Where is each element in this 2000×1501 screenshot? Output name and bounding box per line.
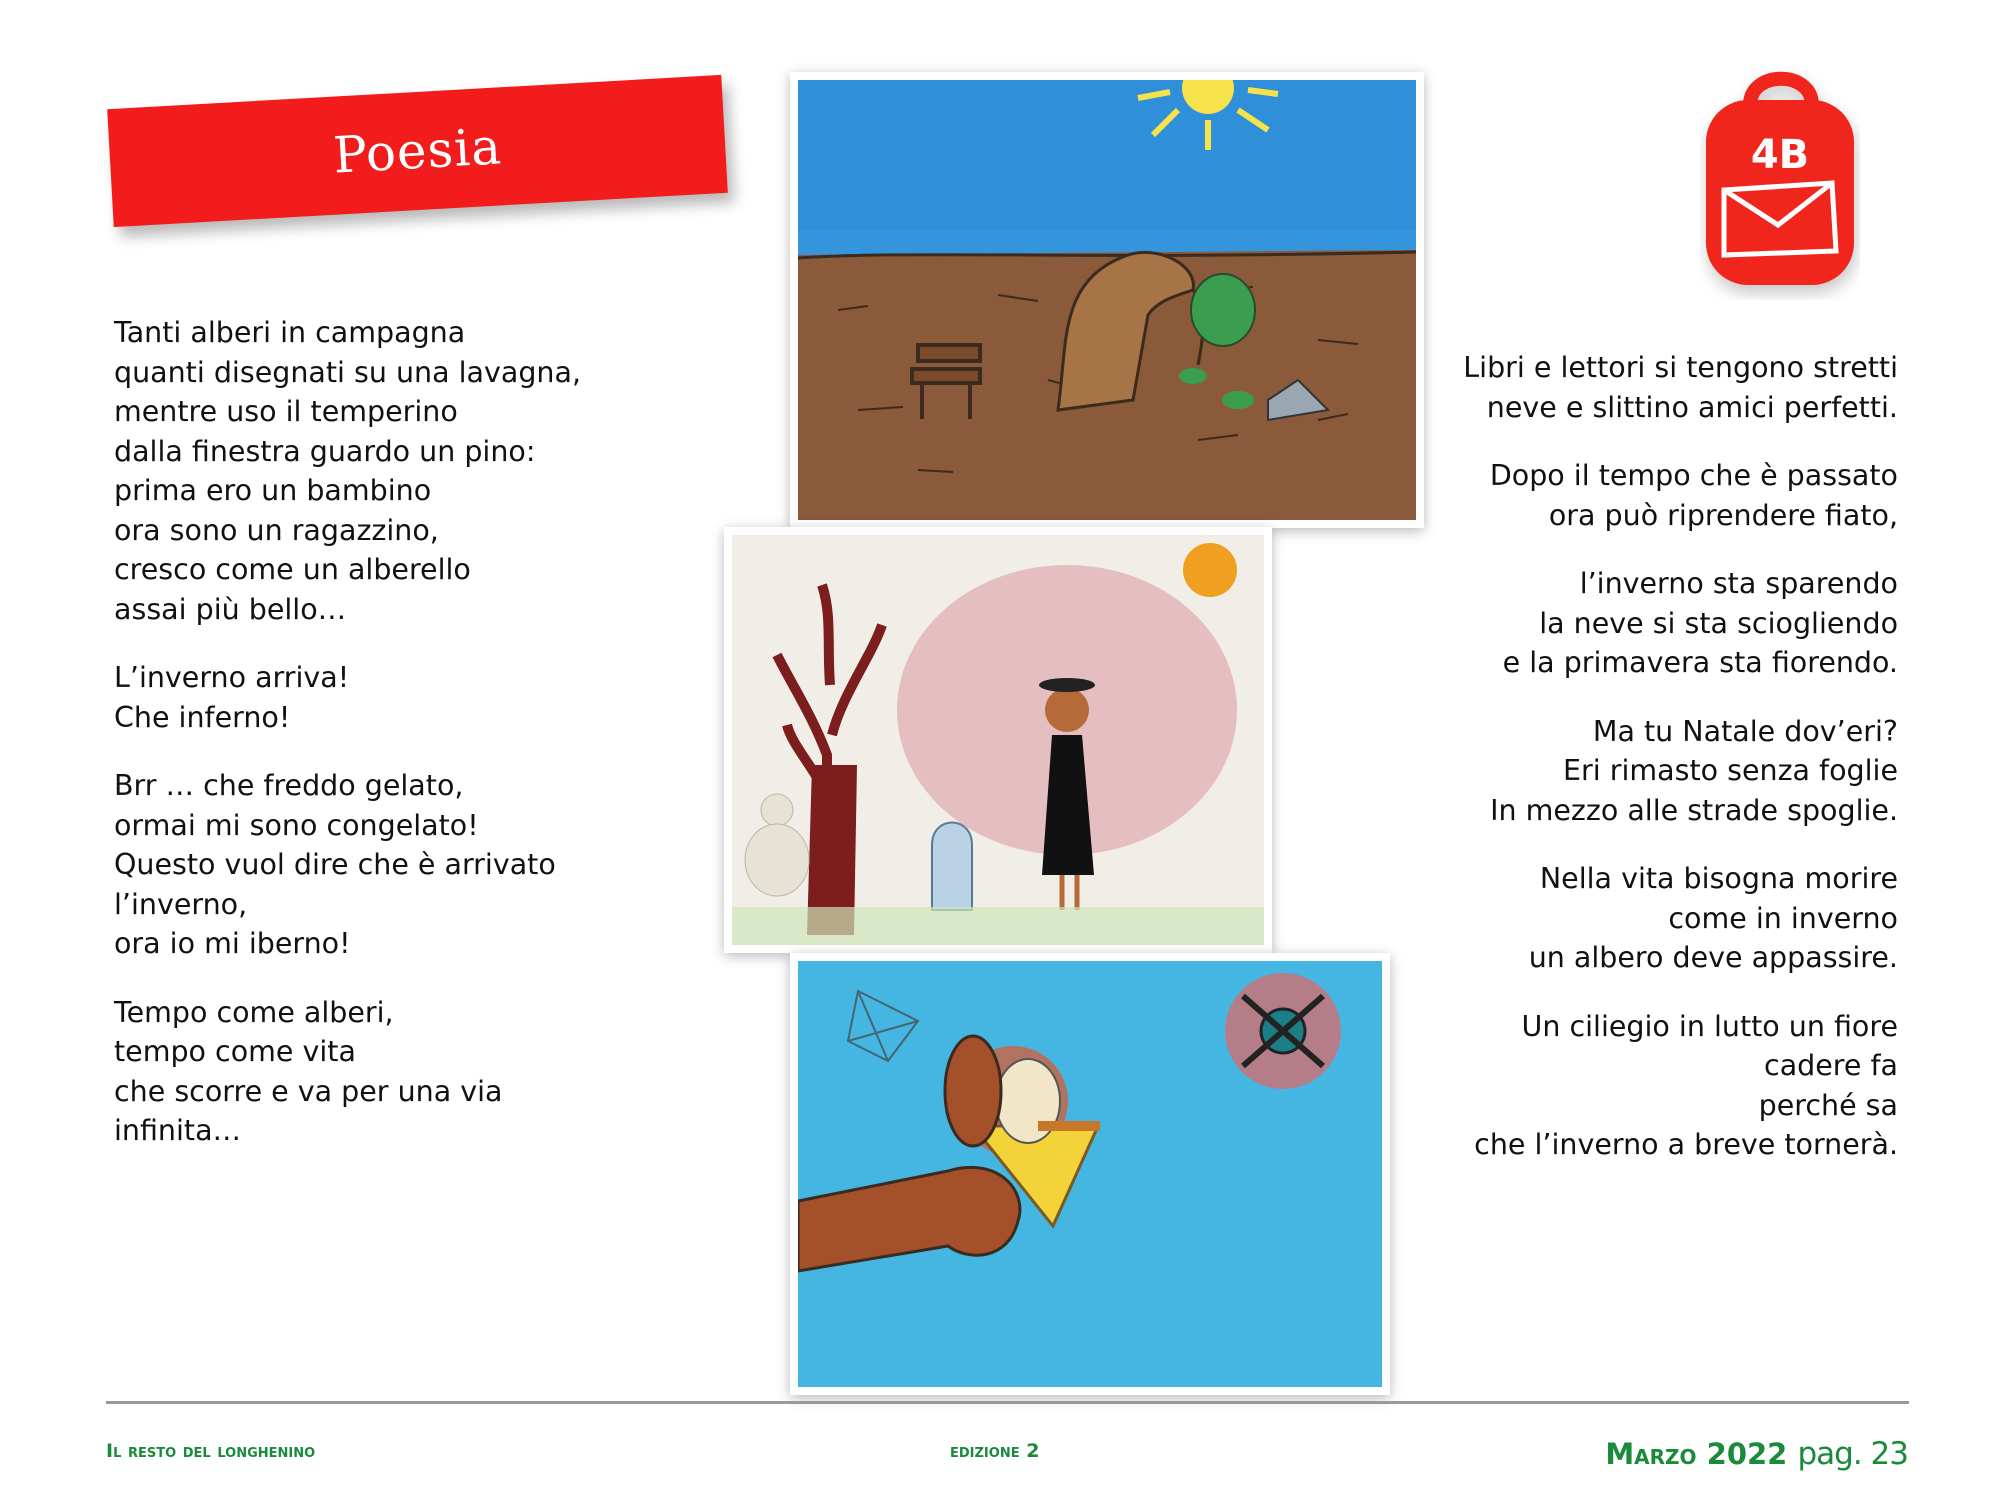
poem-line: Questo vuol dire che è arrivato — [114, 848, 556, 881]
poem-line: Che inferno! — [114, 700, 291, 734]
poem-line: come in inverno — [1668, 901, 1898, 935]
poem-line: Eri rimasto senza foglie — [1563, 754, 1898, 787]
footer-date-page — [1605, 1436, 1908, 1472]
poem-line: ormai mi sono congelato! — [114, 808, 479, 842]
poem-line: l’inverno, — [114, 887, 248, 921]
poem-line: In mezzo alle strade spoglie. — [1490, 793, 1898, 827]
backpack-label: 4B — [1750, 132, 1810, 178]
section-title-banner — [107, 75, 728, 227]
drawing-girl-tree — [724, 527, 1272, 953]
poem-line: ora può riprendere fiato, — [1548, 498, 1898, 532]
poem-line: cadere fa — [1764, 1049, 1898, 1082]
poem-line: cresco come un alberello — [114, 553, 471, 586]
drawing-bench-tree — [790, 72, 1424, 528]
poem-stanza — [114, 766, 581, 964]
poem-line: quanti disegnati su una lavagna, — [114, 355, 582, 389]
poem-stanza — [114, 658, 581, 737]
poem-stanza — [1463, 456, 1898, 535]
crayon-hand-illustration — [798, 961, 1382, 1387]
poem-line: che l’inverno a breve tornerà. — [1474, 1128, 1898, 1161]
poem-line: tempo come vita — [114, 1035, 356, 1068]
poem-line: l’inverno sta sparendo — [1579, 567, 1898, 600]
crayon-landscape-illustration — [798, 80, 1416, 520]
poem-line: prima ero un bambino — [114, 474, 432, 507]
poem-line: assai più bello… — [114, 592, 347, 626]
footer-edition: edizione 2 — [950, 1440, 1040, 1462]
poem-line: che scorre e va per una via — [114, 1074, 503, 1108]
poem-line: infinita… — [114, 1114, 242, 1147]
poem-line: dalla finestra guardo un pino: — [114, 434, 536, 468]
poem-stanza — [1463, 348, 1898, 427]
poem-line: Tanti alberi in campagna — [114, 316, 466, 349]
poem-line: Dopo il tempo che è passato — [1489, 459, 1898, 492]
footer-publication: Il resto del longhenino — [106, 1440, 316, 1462]
poem-stanza — [1463, 859, 1898, 978]
poem-line: e la primavera sta fiorendo. — [1502, 646, 1898, 679]
poem-stanza — [114, 313, 581, 629]
poem-line: neve e slittino amici perfetti. — [1486, 390, 1898, 424]
poem-line: la neve si sta sciogliendo — [1539, 606, 1898, 640]
poem-line: Brr … che freddo gelato, — [114, 769, 464, 802]
poem-line: Tempo come alberi, — [114, 995, 394, 1029]
poem-line: mentre uso il temperino — [114, 395, 458, 428]
poem-line: ora sono un ragazzino, — [114, 513, 439, 547]
footer-date: Marzo 2022 — [1605, 1437, 1788, 1471]
poem-line: ora io mi iberno! — [114, 927, 351, 960]
poem-line: Un ciliegio in lutto un fiore — [1521, 1009, 1898, 1043]
poem-stanza — [114, 993, 581, 1151]
crayon-blossom-illustration — [732, 535, 1264, 945]
poem-line: perché sa — [1758, 1088, 1898, 1122]
drawing-hand-pizza — [790, 953, 1390, 1395]
section-title: Poesia — [331, 117, 504, 185]
poem-left-column — [114, 313, 581, 1180]
poem-stanza — [1463, 712, 1898, 831]
poem-line: Libri e lettori si tengono stretti — [1463, 351, 1898, 384]
poem-line: L’inverno arriva! — [114, 661, 350, 694]
poem-right-column — [1463, 348, 1898, 1194]
footer-rule — [106, 1401, 1909, 1404]
backpack-4b-icon — [1700, 65, 1860, 300]
poem-stanza — [1463, 1007, 1898, 1165]
page-number: pag. 23 — [1797, 1436, 1908, 1472]
poem-stanza — [1463, 564, 1898, 683]
poem-line: Nella vita bisogna morire — [1539, 862, 1898, 895]
poem-line: Ma tu Natale dov’eri? — [1592, 714, 1898, 748]
poem-line: un albero deve appassire. — [1528, 941, 1898, 974]
